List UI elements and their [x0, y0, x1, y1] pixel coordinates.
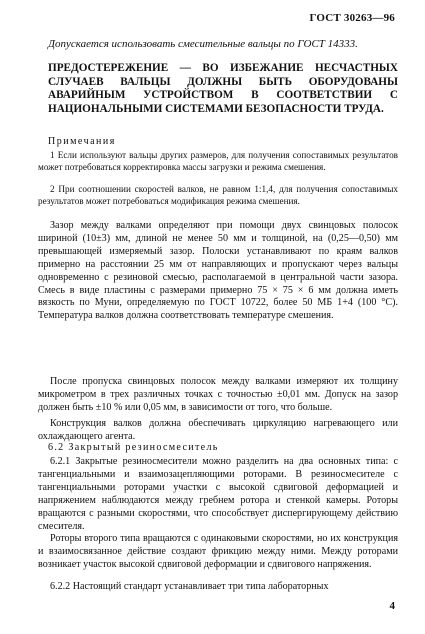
paragraph-roll-gap: Зазор между валками определяют при помощи двух свинцовых полосок шириной (10±3) мм, длиной не менее 50 мм и толщиной, на (0,25—0,50) мм превышающей измеряемый зазор. Полоски устанавливают по краям валков примерно на расстоянии 25 мм от направляющих и пропускают через вальцы одновременно с резиновой смесью, располагаемой в центральной части зазора. Смесь в виде пластины с размерами примерно 75 × 75 × 6 мм должна иметь вязкость по Муни, определяемую по ГОСТ 10722, более 50 МБ 1+4 (100 °С). Температура валков должна соответствовать температуре смешения. [38, 220, 398, 322]
notes-heading: Примечания [48, 136, 116, 147]
paragraph-6-2-1: 6.2.1 Закрытые резиносмесители можно разделить на два основных типа: с тангенциальными и взаимозацепляющими роторами. В резиносмесителе с тангенциальными роторами участки с высокой сдвиговой деформацией и напряжением наблюдаются между гребнем ротора и стенкой камеры. Роторы вращаются с разными скоростями, что способствует диспергирующему действию смесителя. [38, 456, 398, 532]
safety-warning: ПРЕДОСТЕРЕЖЕНИЕ — ВО ИЗБЕЖАНИЕ НЕСЧАСТНЫХ СЛУЧАЕВ ВАЛЬЦЫ ДОЛЖНЫ БЫТЬ ОБОРУДОВАНЫ АВАРИЙНЫМ УСТРОЙСТВОМ В СООТВЕТСТВИИ С НАЦИОНАЛЬНЫМИ СИСТЕМАМИ БЕЗОПАСНОСТИ ТРУДА. [48, 62, 398, 115]
paragraph-6-2-2: 6.2.2 Настоящий стандарт устанавливает три типа лабораторных [50, 581, 329, 592]
permission-statement: Допускается использовать смесительные вальцы по ГОСТ 14333. [48, 38, 358, 50]
page-number: 4 [389, 600, 395, 612]
standard-code: ГОСТ 30263—96 [309, 12, 395, 24]
note-item: 2 При соотношении скоростей валков, не равном 1:1,4, для получения сопоставимых результатов может потребоваться модификация режима смешения. [38, 184, 398, 206]
paragraph-lead-strips: После пропуска свинцовых полосок между валками измеряют их толщину микрометром в трех различных точках с точностью ±0,01 мм. Допуск на зазор должен быть ±10 % или 0,05 мм, в зависимости от того, что больше. [38, 376, 398, 413]
paragraph-rotors-second-type: Роторы второго типа вращаются с одинаковыми скоростями, но их конструкция и взаимосвязанное действие создают фрикцию между ними. Между роторами возникает участок высокой сдвиговой деформации и сдвигового напряжения. [38, 533, 398, 570]
note-item: 1 Если используют вальцы других размеров, для получения сопоставимых результатов может потребоваться корректировка массы загрузки и режима смешения. [38, 150, 398, 172]
paragraph-roll-design: Конструкция валков должна обеспечивать циркуляцию нагревающего или охлаждающего агента. [38, 418, 398, 442]
section-heading: 6.2 Закрытый резиносмеситель [48, 442, 219, 453]
